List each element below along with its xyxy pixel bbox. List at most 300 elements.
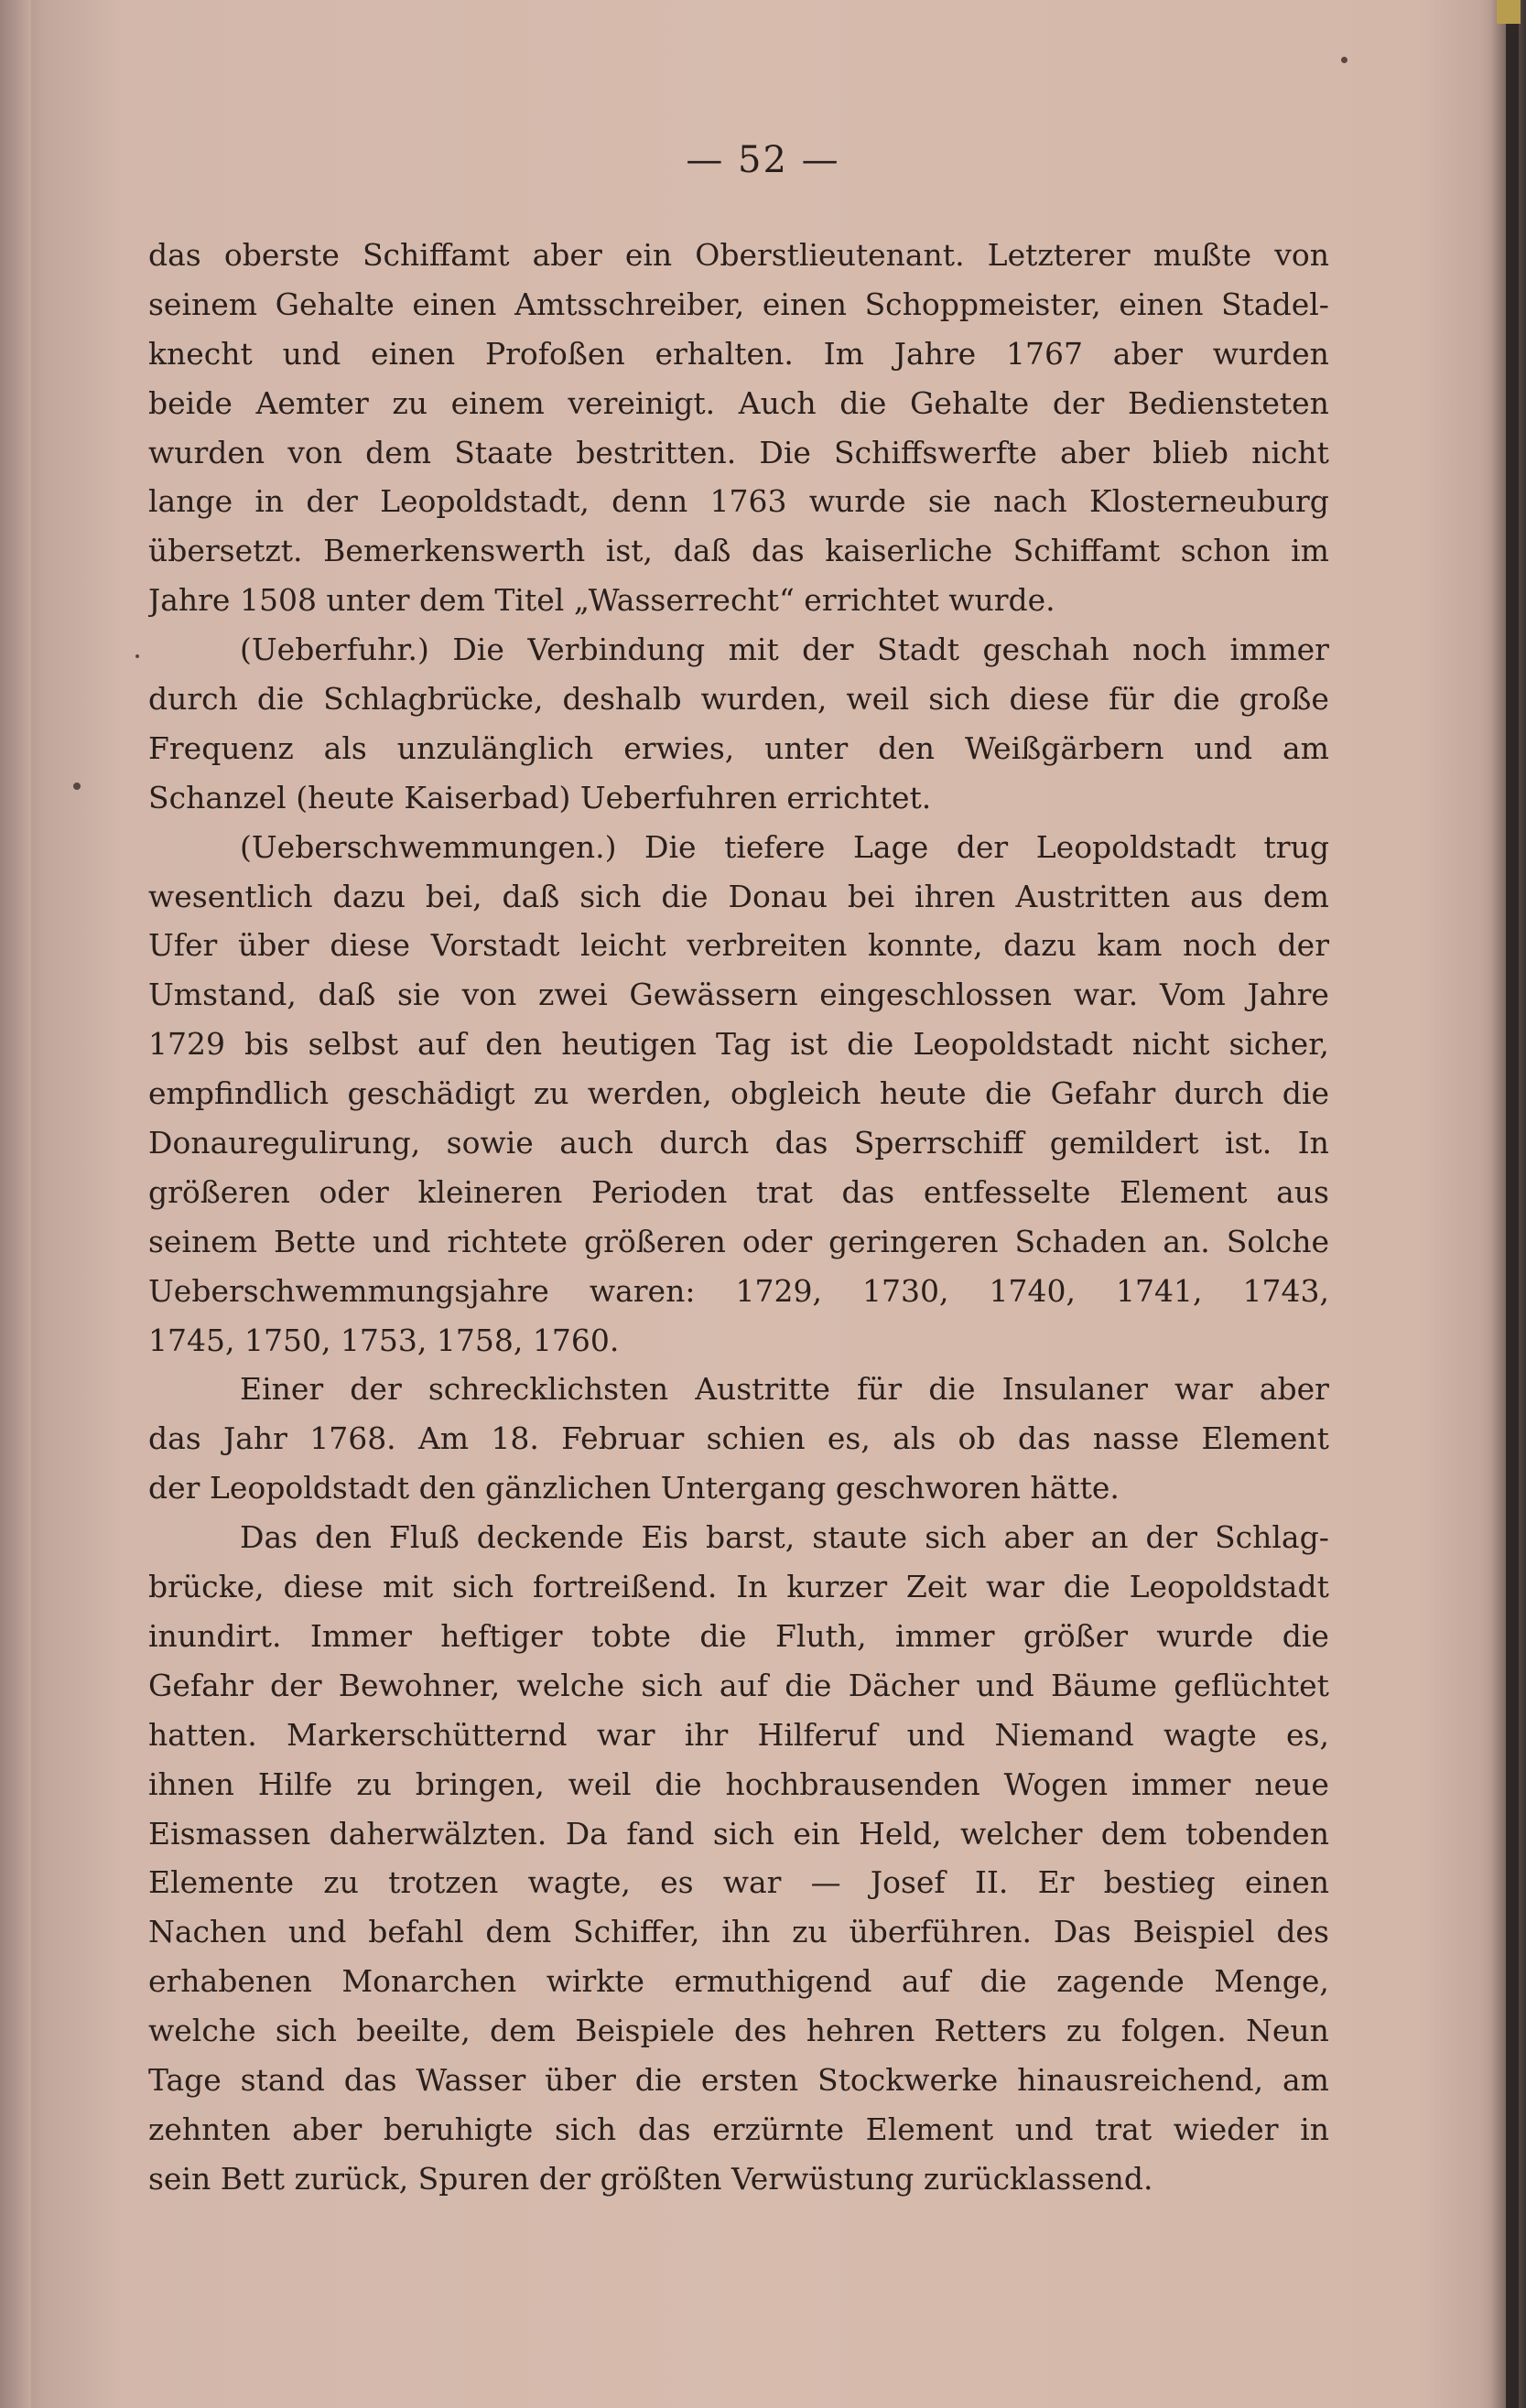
word: Am xyxy=(417,1420,470,1457)
word: war xyxy=(1174,1371,1233,1408)
word: ersten xyxy=(700,2061,799,2098)
word: Nachen xyxy=(148,1914,267,1950)
word: mußte xyxy=(1153,237,1252,273)
word: Einer xyxy=(240,1371,324,1408)
word: wurde xyxy=(808,483,906,520)
word: über xyxy=(238,927,309,964)
word: Schiffer, xyxy=(573,1914,700,1950)
word: große xyxy=(1239,681,1329,718)
word: war xyxy=(722,1864,782,1901)
word: wagte xyxy=(1163,1716,1257,1753)
word: Zeit xyxy=(905,1569,968,1605)
word: kaiserliche xyxy=(825,533,993,569)
word: Vom xyxy=(1159,977,1226,1013)
word: einen xyxy=(1244,1864,1329,1901)
word: Jahr xyxy=(223,1420,287,1457)
word: im xyxy=(1291,533,1329,569)
text-line xyxy=(148,1463,1329,1513)
text-line xyxy=(148,970,1329,1020)
text-line xyxy=(148,1858,1329,1907)
word: barst, xyxy=(706,1519,795,1556)
word: Gefahr xyxy=(1050,1075,1156,1112)
word: und xyxy=(287,1914,347,1950)
word: oberste xyxy=(223,237,340,273)
word: überführen. xyxy=(849,1914,1032,1950)
word: Auch xyxy=(738,384,817,421)
word: Element xyxy=(1119,1173,1248,1210)
word: Perioden xyxy=(590,1173,728,1210)
word: wurde xyxy=(1156,1617,1254,1654)
word: bei, xyxy=(425,878,482,914)
paper-speck xyxy=(1341,57,1347,63)
text-line xyxy=(148,1118,1329,1168)
word: Frequenz xyxy=(148,729,294,766)
text-line xyxy=(148,1217,1329,1267)
word: der xyxy=(1052,384,1105,421)
word: bis xyxy=(244,1026,289,1063)
text-line xyxy=(148,2105,1329,2154)
word: Elemente xyxy=(148,1864,295,1901)
text-line xyxy=(148,329,1329,379)
word: als xyxy=(893,1420,936,1457)
word: nicht xyxy=(1251,434,1329,470)
word: Ueberschwemmungsjahre xyxy=(148,1272,549,1309)
text-line xyxy=(148,1267,1329,1316)
word: an xyxy=(1090,1519,1129,1556)
word: der xyxy=(956,828,1009,865)
word: diese xyxy=(330,927,411,964)
word: Wogen xyxy=(1003,1766,1109,1802)
text-line xyxy=(148,428,1329,478)
word: und xyxy=(1194,729,1253,766)
word: den xyxy=(878,729,936,766)
word: knecht xyxy=(148,335,253,372)
word: daß xyxy=(673,533,731,569)
text-line xyxy=(148,675,1329,724)
text-line xyxy=(148,379,1329,428)
word: 1741, xyxy=(1115,1272,1203,1309)
word: ein xyxy=(793,1815,840,1852)
word: Leopoldstadt, xyxy=(380,483,590,520)
word: aber xyxy=(292,2111,363,2147)
word: Oberstlieutenant. xyxy=(695,237,965,273)
gilt-corner xyxy=(1497,0,1521,24)
word: sie xyxy=(396,977,440,1013)
word: durch xyxy=(148,681,238,718)
word: Bediensteten xyxy=(1127,384,1329,421)
word: folgen. xyxy=(1120,2013,1227,2049)
word: Tag xyxy=(715,1026,772,1063)
word: sich xyxy=(928,681,990,718)
word: Profoßen xyxy=(484,335,625,372)
word: 1768. xyxy=(309,1420,396,1457)
word: aber xyxy=(532,237,602,273)
word: die xyxy=(1282,1617,1329,1654)
word: Schiffamt xyxy=(362,237,510,273)
word: sich xyxy=(579,878,642,914)
word: Im xyxy=(823,335,864,372)
word: erhabenen xyxy=(148,1963,312,2000)
word: immer xyxy=(1229,632,1329,668)
word: wesentlich xyxy=(148,878,313,914)
word: den xyxy=(315,1519,373,1556)
word: ein xyxy=(624,237,673,273)
text-span: Schanzel (heute Kaiserbad) Ueberfuhren errichtet. xyxy=(148,779,932,815)
word: hochbrausenden xyxy=(725,1766,980,1802)
word: geringeren xyxy=(828,1223,999,1259)
word: ist xyxy=(790,1026,828,1063)
word: trat xyxy=(1095,2111,1153,2147)
word: es, xyxy=(827,1420,871,1457)
word: wagte, xyxy=(527,1864,631,1901)
word: wurden, xyxy=(700,681,828,718)
text-line xyxy=(148,2006,1329,2056)
word: sie xyxy=(927,483,971,520)
word: Schiffswerfte xyxy=(834,434,1037,470)
word: von xyxy=(461,977,517,1013)
word: zehnten xyxy=(148,2111,271,2147)
text-span: der Leopoldstadt den gänzlichen Untergang geschworen hätte. xyxy=(148,1470,1120,1506)
word: unter xyxy=(764,729,849,766)
word: inundirt. xyxy=(148,1617,282,1654)
word: hinausreichend, xyxy=(1017,2061,1264,2098)
word: obgleich xyxy=(731,1075,861,1112)
word: tobenden xyxy=(1185,1815,1329,1852)
word: sich xyxy=(554,2111,617,2147)
word: weil xyxy=(568,1766,632,1802)
text-line xyxy=(148,1760,1329,1809)
word: Hilferuf xyxy=(757,1716,878,1753)
word: Die xyxy=(452,632,504,668)
word: (Ueberfuhr.) xyxy=(240,632,429,668)
text-line xyxy=(148,231,1329,280)
word: erhalten. xyxy=(655,335,794,372)
word: ihnen xyxy=(148,1766,234,1802)
word: seinem xyxy=(148,1223,258,1259)
word: kam xyxy=(1097,927,1163,964)
word: nach xyxy=(993,483,1067,520)
word: übersetzt. xyxy=(148,533,303,569)
word: Sperrschiff xyxy=(853,1125,1024,1161)
word: empfindlich xyxy=(148,1075,330,1112)
word: sich xyxy=(712,1815,775,1852)
word: Da xyxy=(565,1815,608,1852)
word: heutigen xyxy=(561,1026,697,1063)
word: Die xyxy=(644,828,697,865)
word: beruhigte xyxy=(383,2111,534,2147)
word: fortreißend. xyxy=(533,1569,718,1605)
word: dem xyxy=(365,434,432,470)
word: weil xyxy=(846,681,910,718)
word: trat xyxy=(755,1173,813,1210)
word: das xyxy=(1017,1420,1071,1457)
word: immer xyxy=(895,1617,995,1654)
word: an. xyxy=(1163,1223,1210,1259)
word: durch xyxy=(659,1125,750,1161)
word: 18. xyxy=(491,1420,539,1457)
word: Element xyxy=(865,2111,994,2147)
word: brücke, xyxy=(148,1569,265,1605)
word: ob xyxy=(958,1420,996,1457)
word: daherwälzten. xyxy=(329,1815,547,1852)
word: leicht xyxy=(580,927,666,964)
word: am xyxy=(1282,729,1329,766)
text-line xyxy=(148,477,1329,526)
word: Umstand, xyxy=(148,977,297,1013)
word: 1740, xyxy=(989,1272,1076,1309)
word: trotzen xyxy=(388,1864,499,1901)
word: aber xyxy=(1059,434,1131,470)
text-line xyxy=(148,625,1329,675)
word: zagende xyxy=(1056,1963,1185,2000)
word: Eis xyxy=(641,1519,688,1556)
word: heftiger xyxy=(440,1617,563,1654)
word: Fluth, xyxy=(774,1617,867,1654)
word: die xyxy=(785,1667,832,1703)
word: Bette xyxy=(274,1223,356,1259)
word: Donau xyxy=(728,878,828,914)
word: war xyxy=(596,1716,655,1753)
word: in xyxy=(254,483,285,520)
word: richtete xyxy=(447,1223,568,1259)
text-line xyxy=(148,1365,1329,1414)
text-line xyxy=(148,1513,1329,1562)
word: beeilte, xyxy=(356,2013,471,2049)
text-line xyxy=(148,2154,1329,2204)
word: Neun xyxy=(1245,2013,1329,2049)
text-line xyxy=(148,921,1329,970)
word: Vorstadt xyxy=(430,927,560,964)
word: sowie xyxy=(446,1125,534,1161)
word: wurden xyxy=(1212,335,1329,372)
word: aber xyxy=(1112,335,1183,372)
word: war xyxy=(986,1569,1044,1605)
word: der xyxy=(1277,927,1329,964)
word: zu xyxy=(392,384,427,421)
word: dazu xyxy=(1003,927,1077,964)
word: diese xyxy=(1009,681,1090,718)
text-line xyxy=(148,280,1329,329)
word: der xyxy=(270,1667,322,1703)
word: Bäume xyxy=(1050,1667,1157,1703)
word: Das xyxy=(240,1519,298,1556)
word: Schlag- xyxy=(1215,1519,1329,1556)
word: die xyxy=(1173,681,1220,718)
word: einen xyxy=(1119,286,1204,322)
paper-speck xyxy=(135,654,139,658)
word: auf xyxy=(719,1667,768,1703)
word: mit xyxy=(383,1569,434,1605)
word: verbreiten xyxy=(687,927,848,964)
word: Er xyxy=(1037,1864,1075,1901)
word: Retters xyxy=(934,2013,1047,2049)
word: bringen, xyxy=(415,1766,545,1802)
word: die xyxy=(634,2061,682,2098)
text-line xyxy=(148,576,1329,625)
paper-speck xyxy=(73,783,81,790)
word: aus xyxy=(1276,1173,1329,1210)
word: Eismassen xyxy=(148,1815,311,1852)
word: erzürnte xyxy=(712,2111,844,2147)
word: ermuthigend xyxy=(674,1963,872,2000)
word: waren: xyxy=(589,1272,696,1309)
word: nicht xyxy=(1131,1026,1210,1063)
word: dem xyxy=(1262,878,1329,914)
word: In xyxy=(1297,1125,1329,1161)
word: bei xyxy=(847,878,895,914)
word: dazu xyxy=(332,878,406,914)
word: Fluß xyxy=(389,1519,460,1556)
word: Monarchen xyxy=(341,1963,517,2000)
word: mit xyxy=(728,632,779,668)
word: das xyxy=(751,533,805,569)
word: sich xyxy=(925,1519,987,1556)
text-line xyxy=(148,1661,1329,1711)
word: über xyxy=(545,2061,616,2098)
word: zu xyxy=(323,1864,359,1901)
word: deckende xyxy=(476,1519,624,1556)
word: lange xyxy=(148,483,233,520)
word: das xyxy=(148,237,201,273)
word: und xyxy=(906,1716,966,1753)
word: es xyxy=(660,1864,694,1901)
word: Schlagbrücke, xyxy=(323,681,544,718)
word: Leopoldstadt xyxy=(913,1026,1113,1063)
body-text xyxy=(148,231,1329,2204)
word: bestieg xyxy=(1103,1864,1216,1901)
word: zwei xyxy=(538,977,608,1013)
word: sich xyxy=(451,1569,514,1605)
word: Leopoldstadt xyxy=(1035,828,1236,865)
word: aber xyxy=(1259,1371,1329,1408)
word: zu xyxy=(792,1914,828,1950)
text-line xyxy=(148,1168,1329,1217)
word: tobte xyxy=(590,1617,671,1654)
word: Aemter xyxy=(255,384,369,421)
word: ihren xyxy=(915,878,996,914)
word: 1729, xyxy=(735,1272,822,1309)
word: der xyxy=(306,483,358,520)
word: Die xyxy=(759,434,811,470)
text-line xyxy=(148,1316,1329,1366)
word: diese xyxy=(283,1569,364,1605)
word: Jahre xyxy=(1247,977,1329,1013)
text-line xyxy=(148,1612,1329,1661)
word: hehren xyxy=(806,2013,915,2049)
word: wieder xyxy=(1173,2111,1279,2147)
word: Solche xyxy=(1226,1223,1329,1259)
word: werden, xyxy=(587,1075,712,1112)
word: unzulänglich xyxy=(396,729,594,766)
word: Stockwerke xyxy=(817,2061,999,2098)
word: auf xyxy=(417,1026,467,1063)
word: nasse xyxy=(1092,1420,1180,1457)
word: ist, xyxy=(605,533,654,569)
word: und xyxy=(1014,2111,1074,2147)
word: von xyxy=(1274,237,1329,273)
word: blieb xyxy=(1153,434,1229,470)
word: entfesselte xyxy=(923,1173,1091,1210)
word: den xyxy=(485,1026,543,1063)
word: eingeschlossen xyxy=(819,977,1053,1013)
word: die xyxy=(847,1026,894,1063)
word: Austritte xyxy=(695,1371,830,1408)
word: ihn xyxy=(721,1914,771,1950)
word: schien xyxy=(706,1420,806,1457)
word: Stadt xyxy=(877,632,959,668)
word: die xyxy=(256,681,305,718)
word: das xyxy=(343,2061,397,2098)
word: fand xyxy=(626,1815,695,1852)
word: Dächer xyxy=(848,1667,959,1703)
word: wurden xyxy=(148,434,265,470)
page-number-header: — 52 — xyxy=(686,139,840,181)
word: wirkte xyxy=(546,1963,645,2000)
binding-shadow xyxy=(0,0,31,2408)
word: Donauregulirung, xyxy=(148,1125,421,1161)
word: Klosterneuburg xyxy=(1089,483,1329,520)
word: Insulaner xyxy=(1001,1371,1148,1408)
word: 1763 xyxy=(709,483,787,520)
word: staute xyxy=(812,1519,908,1556)
word: 1730, xyxy=(861,1272,949,1309)
word: schrecklichsten xyxy=(427,1371,669,1408)
word: als xyxy=(323,729,367,766)
word: der xyxy=(350,1371,402,1408)
word: die xyxy=(1282,1075,1329,1112)
word: einen xyxy=(371,335,456,372)
word: konnte, xyxy=(867,927,983,964)
text-line xyxy=(148,1809,1329,1859)
word: tiefere xyxy=(724,828,826,865)
word: einem xyxy=(450,384,545,421)
word: Josef xyxy=(870,1864,946,1901)
text-span: sein Bett zurück, Spuren der größten Verwüstung zurücklassend. xyxy=(148,2160,1153,2197)
word: Schiffamt xyxy=(1012,533,1161,569)
word: Bewohner, xyxy=(338,1667,501,1703)
text-line xyxy=(148,823,1329,872)
word: zu xyxy=(1066,2013,1102,2049)
word: bestritten. xyxy=(576,434,737,470)
word: noch xyxy=(1183,927,1257,964)
word: 1729 xyxy=(148,1026,225,1063)
word: erwies, xyxy=(623,729,735,766)
word: daß xyxy=(502,878,560,914)
word: die xyxy=(699,1617,747,1654)
word: für xyxy=(1109,681,1154,718)
word: dem xyxy=(1100,1815,1167,1852)
word: denn xyxy=(611,483,688,520)
word: das xyxy=(637,2111,691,2147)
word: (Ueberschwemmungen.) xyxy=(240,828,617,865)
word: Lage xyxy=(853,828,929,865)
word: Menge, xyxy=(1214,1963,1329,2000)
word: aber xyxy=(1003,1519,1074,1556)
word: Letzterer xyxy=(987,237,1131,273)
word: Immer xyxy=(309,1617,412,1654)
word: Markerschütternd xyxy=(286,1716,568,1753)
word: Beispiel xyxy=(1132,1914,1255,1950)
word: neue xyxy=(1254,1766,1329,1802)
word: auch xyxy=(559,1125,633,1161)
word: vereinigt. xyxy=(568,384,716,421)
word: durch xyxy=(1174,1075,1264,1112)
word: welche xyxy=(516,1667,625,1703)
word: aus xyxy=(1190,878,1244,914)
text-span: Jahre 1508 unter dem Titel „Wasserrecht“ errichtet wurde. xyxy=(148,582,1055,619)
word: einen xyxy=(762,286,847,322)
text-line xyxy=(148,526,1329,576)
